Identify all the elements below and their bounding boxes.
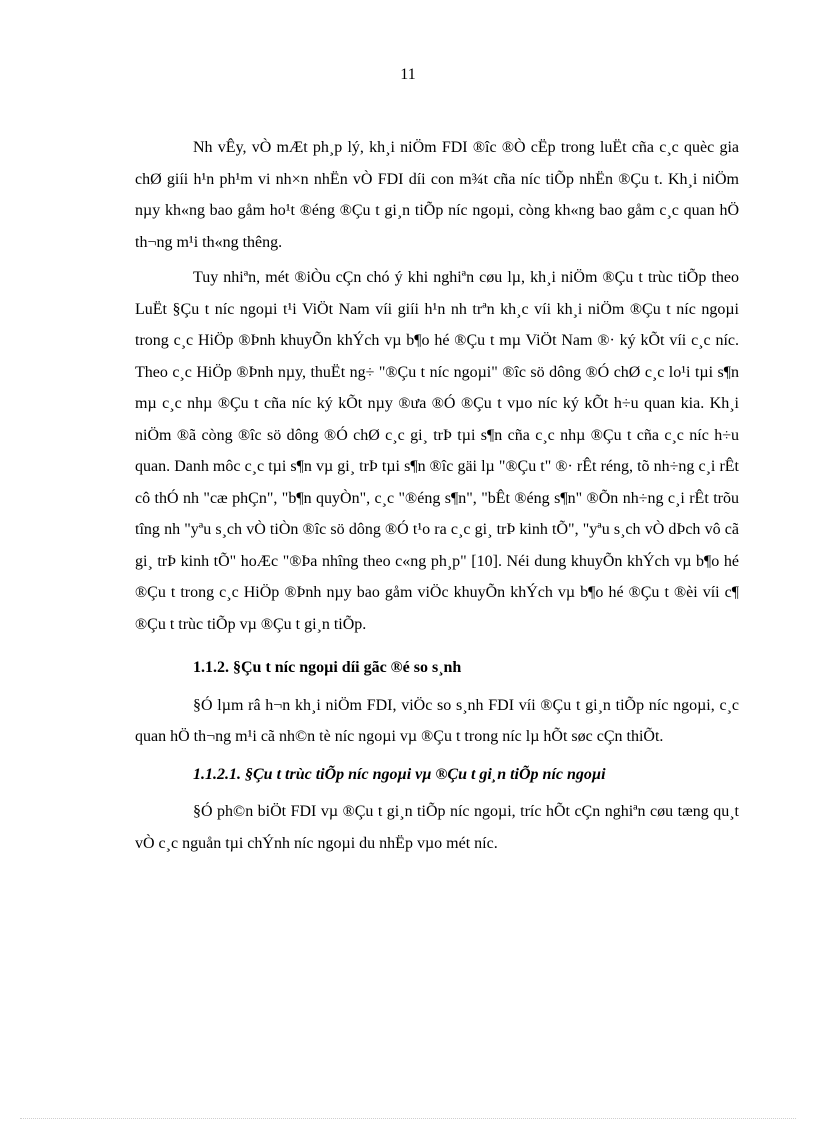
page-number: 11 <box>400 66 416 83</box>
paragraph: §Ó lµm râ h¬n kh¸i niÖm FDI, viÖc so s¸nh FDI víi ®Çu t gi¸n tiÕp níc ngoµi, c¸c quan hÖ th¬ng m¹i cã nh©n tè níc ngoµi vµ ®Çu t trong níc lµ hÕt søc cÇn thiÕt. <box>135 696 739 745</box>
page-bottom-divider <box>20 1118 796 1119</box>
paragraph: §Ó ph©n biÖt FDI vµ ®Çu t gi¸n tiÕp níc ngoµi, tríc hÕt cÇn nghiªn cøu tæng qu¸t vÒ c¸c nguån tµi chÝnh níc ngoµi du nhËp vµo mét níc. <box>135 803 739 852</box>
section-heading: 1.1.2. §Çu t níc ngoµi díi gãc ®é so s¸nh <box>193 659 462 676</box>
paragraph: Tuy nhiªn, mét ®iÒu cÇn chó ý khi nghiªn cøu lµ, kh¸i niÖm ®Çu t trùc tiÕp theo LuËt §Çu t níc ngoµi t¹i ViÖt Nam víi giíi h¹n nh trªn kh¸c víi kh¸i niÖm ®Çu t níc ngoµi trong c¸c HiÖp ®Þnh khuyÕn khÝch vµ b¶o hé ®Çu t mµ ViÖt Nam ®· ký kÕt víi c¸c níc. Theo c¸c HiÖp ®Þnh nµy, thuËt ng÷ "®Çu t níc ngoµi" ®îc sö dông ®Ó chØ c¸c lo¹i tµi s¶n mµ c¸c nhµ ®Çu t cña níc ký kÕt nµy ®ưa ®Ó ®Çu t vµo níc ký kÕt h÷u quan kia. Kh¸i niÖm ®ã còng ®îc sö dông ®Ó chØ c¸c gi¸ trÞ tµi s¶n cña c¸c nhµ ®Çu t cña c¸c níc h÷u quan. Danh môc c¸c tµi s¶n vµ gi¸ trÞ tµi s¶n ®îc gäi lµ "®Çu t" ®· rÊt réng, tõ nh÷ng c¸i rÊt cô thÓ nh "cæ phÇn", "b¶n quyÒn", c¸c "®éng s¶n", "bÊt ®éng s¶n" ®Õn nh÷ng c¸i rÊt trõu tîng nh "yªu s¸ch vÒ tiÒn ®îc sö dông ®Ó t¹o ra c¸c gi¸ trÞ kinh tÕ", "yªu s¸ch vÒ dÞch vô cã gi¸ trÞ kinh tÕ" hoÆc "®Þa nhîng theo c«ng ph¸p" [10]. Néi dung khuyÕn khÝch vµ b¶o hé ®Çu t trong c¸c HiÖp ®Þnh nµy bao gåm viÖc khuyÕn khÝch vµ b¶o hé ®Çu t ®èi víi c¶ ®Çu t trùc tiÕp vµ ®Çu t gi¸n tiÕp. <box>135 269 739 633</box>
document-body <box>135 132 739 863</box>
subsection-heading: 1.1.2.1. §Çu t trùc tiÕp níc ngoµi vµ ®Çu t gi¸n tiÕp níc ngoµi <box>193 765 606 783</box>
paragraph: Nh vÊy, vÒ mÆt ph¸p lý, kh¸i niÖm FDI ®îc ®Ò cËp trong luËt cña c¸c quèc gia chØ giíi h¹n ph¹m vi nh×n nhËn vÒ FDI díi con m¾t cña níc tiÕp nhËn ®Çu t. Kh¸i niÖm nµy kh«ng bao gåm ho¹t ®éng ®Çu t gi¸n tiÕp níc ngoµi, còng kh«ng bao gåm c¸c quan hÖ th¬ng m¹i th«ng thêng. <box>135 139 739 251</box>
